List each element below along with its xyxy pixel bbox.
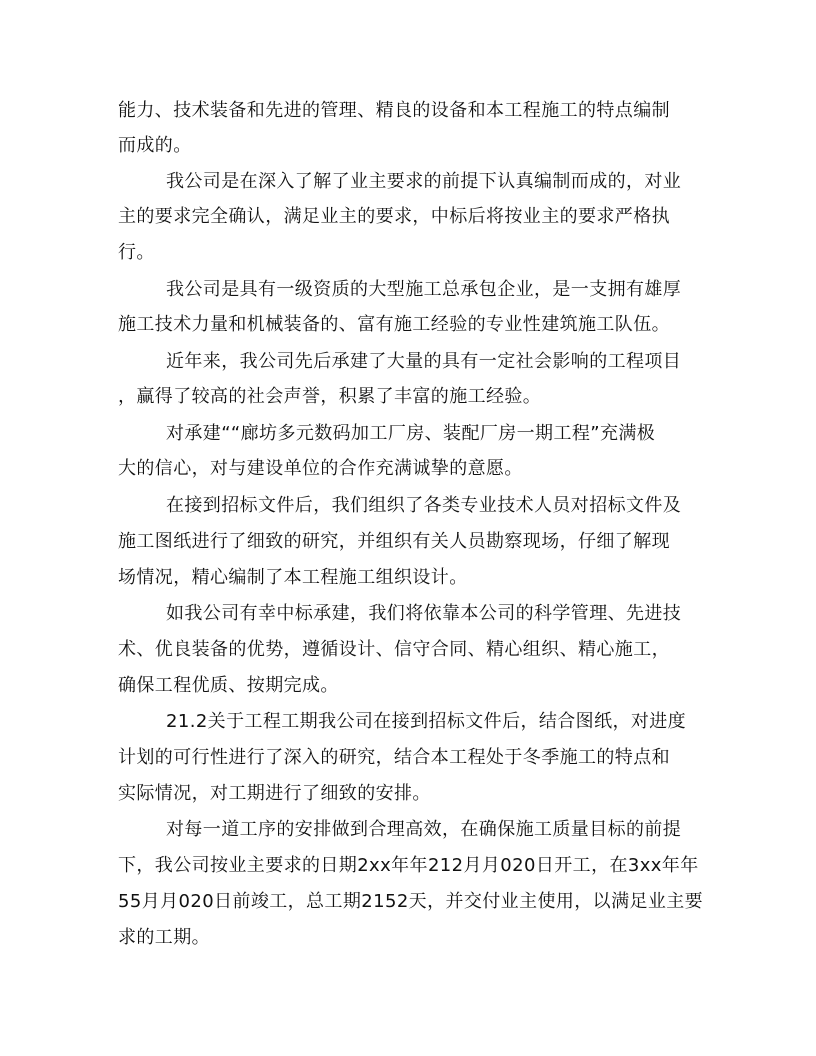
- text-line: 主的要求完全确认，满足业主的要求，中标后将按业主的要求严格执: [118, 206, 670, 227]
- text-line: 术、优良装备的优势，遵循设计、信守合同、精心组织、精心施工，: [118, 639, 670, 660]
- text-line: 行。: [118, 242, 155, 263]
- paragraph-first-line: 我公司是具有一级资质的大型施工总承包企业，是一支拥有雄厚: [166, 279, 682, 300]
- text-line: 下，我公司按业主要求的日期2xx年年212月月020日开工，在3xx年年: [118, 855, 699, 876]
- text-line: 55月月020日前竣工，总工期2152天，并交付业主使用，以满足业主要: [118, 891, 704, 912]
- text-line: 施工技术力量和机械装备的、富有施工经验的专业性建筑施工队伍。: [118, 314, 670, 335]
- text-line: 大的信心，对与建设单位的合作充满诚挚的意愿。: [118, 458, 523, 479]
- paragraph-first-line: 我公司是在深入了解了业主要求的前提下认真编制而成的，对业: [166, 171, 682, 192]
- paragraph-first-line: 如我公司有幸中标承建，我们将依靠本公司的科学管理、先进技: [166, 603, 682, 624]
- text-line: 而成的。: [118, 135, 192, 156]
- text-line: 计划的可行性进行了深入的研究，结合本工程处于冬季施工的特点和: [118, 747, 670, 768]
- text-line: 实际情况，对工期进行了细致的安排。: [118, 783, 431, 804]
- text-line: 能力、技术装备和先进的管理、精良的设备和本工程施工的特点编制: [118, 100, 670, 121]
- text-line: 求的工期。: [118, 927, 210, 948]
- paragraph-first-line: 对承建““廊坊多元数码加工厂房、装配厂房一期工程”充满极: [166, 423, 656, 444]
- paragraph-first-line: 近年来，我公司先后承建了大量的具有一定社会影响的工程项目: [166, 351, 682, 372]
- paragraph-first-line: 对每一道工序的安排做到合理高效，在确保施工质量目标的前提: [166, 819, 682, 840]
- paragraph-first-line: 21.2关于工程工期我公司在接到招标文件后，结合图纸，对进度: [166, 711, 687, 732]
- text-line: 施工图纸进行了细致的研究，并组织有关人员勘察现场，仔细了解现: [118, 531, 670, 552]
- text-line: 场情况，精心编制了本工程施工组织设计。: [118, 567, 468, 588]
- text-line: 确保工程优质、按期完成。: [118, 675, 339, 696]
- text-line: ，赢得了较高的社会声誉，积累了丰富的施工经验。: [118, 386, 542, 407]
- paragraph-first-line: 在接到招标文件后，我们组织了各类专业技术人员对招标文件及: [166, 495, 682, 516]
